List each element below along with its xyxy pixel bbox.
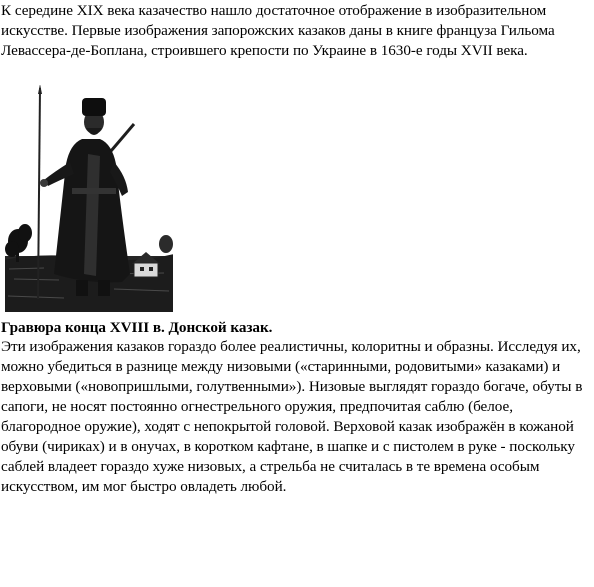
cossack-engraving-image: [4, 84, 174, 313]
intro-paragraph: К середине XIX века казачество нашло достаточное отображение в изобразительном искусстве. Первые изображения запорожских казаков даны в книге француза Гильома Левассера-де-Боплана, строившего крепости по Украине в 1630-е годы XVII века.: [1, 2, 555, 59]
figure-caption: Гравюра конца XVIII в. Донской казак.: [1, 319, 273, 336]
body-paragraph: Эти изображения казаков гораздо более реалистичны, колоритны и образны. Исследуя их, можно убедиться в разнице между низовыми («старинными, родовитыми» казаками) и верховыми («новопришлыми, голутвенными»). Низовые выглядят гораздо богаче, обуты в сапоги, не носят постоянно огнестрельного оружия, предпочитая саблю (белое, благородное оружие), ходят с непокрытой головой. Верховой казак изображён в кожаной обуви (чириках) и в онучах, в коротком кафтане, в шапке и с пистолем в руке - поскольку саблей владеет гораздо хуже низовых, а стрельба не считалась в те времена особым искусством, им мог быстро овладеть любой.: [1, 338, 583, 495]
